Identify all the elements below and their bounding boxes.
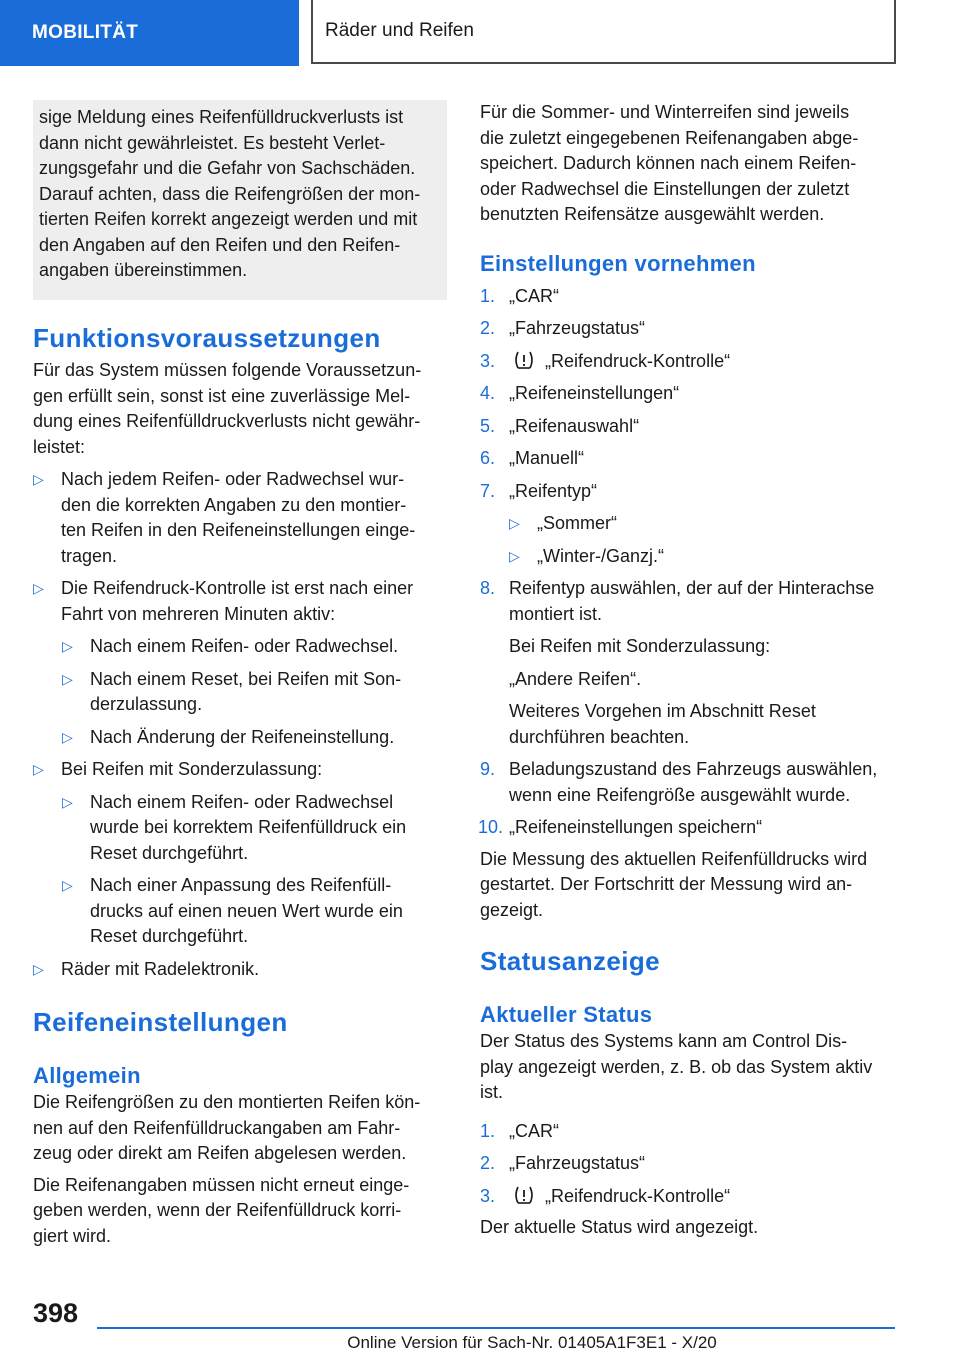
text-line: „Manuell“: [509, 448, 585, 468]
text-line: den die korrekten Angaben zu den montier-: [61, 494, 407, 515]
step-number: 7.: [480, 480, 496, 501]
text-line: Nach einer Anpassung des Reifenfüll-: [90, 875, 392, 895]
text-line: nen auf den Reifenfülldruckangaben am Fahr-: [33, 1117, 401, 1138]
step-number: 9.: [480, 759, 496, 779]
triangle-bullet-icon: ▷: [33, 761, 44, 777]
tire-pressure-warning-icon: [513, 1185, 535, 1205]
step-item: [480, 284, 896, 310]
text-line: gestartet. Der Fortschritt der Messung wird an-: [480, 874, 853, 894]
funktion-intro: [33, 358, 447, 460]
text-line: Reifentyp auswählen, der auf der Hinterachse: [509, 578, 875, 598]
text-line: drucks auf einen neuen Wert wurde ein: [90, 900, 403, 921]
text-line: „Winter-/Ganzj.“: [537, 545, 665, 566]
sub-list-item: [33, 790, 447, 867]
page-number: 398: [33, 1298, 79, 1328]
text-line: Nach einem Reifen- oder Radwechsel: [90, 791, 394, 812]
right-intro: [480, 100, 896, 228]
heading-allgemein: Allgemein: [33, 1063, 141, 1088]
text-line: leistet:: [33, 436, 86, 457]
warning-continuation-box: [33, 100, 447, 300]
heading-funktionsvoraussetzungen: Funktionsvoraussetzungen: [33, 323, 381, 353]
list-item: [33, 576, 447, 627]
warning-line: dann nicht gewährleistet. Es besteht Verlet-: [39, 132, 386, 153]
text-line: „Reifentyp“: [509, 480, 598, 501]
status-intro: [480, 1029, 896, 1106]
step-number: 1.: [480, 285, 496, 306]
step-item: [480, 349, 896, 375]
text-line: „Reifeneinstellungen“: [509, 383, 680, 403]
warning-line: den Angaben auf den Reifen und den Reifen-: [39, 234, 401, 255]
text-line: wurde bei korrektem Reifenfülldruck ein: [90, 817, 407, 837]
step-number: 10.: [478, 817, 504, 837]
text-line: play angezeigt werden, z. B. ob das System aktiv: [480, 1056, 873, 1077]
text-line: „Reifeneinstellungen speichern“: [509, 817, 763, 837]
triangle-bullet-icon: ▷: [62, 877, 73, 893]
right-column: [480, 100, 896, 1241]
footer-online-version: [0, 1333, 960, 1353]
step-number: 2.: [480, 318, 496, 338]
text-line: Beladungszustand des Fahrzeugs auswählen,: [509, 759, 878, 779]
text-line: zeug oder direkt am Reifen abgelesen werden.: [33, 1143, 407, 1163]
text-line: durchführen beachten.: [509, 726, 690, 747]
text-line: dung eines Reifenfülldruckverlusts nicht gewähr-: [33, 411, 421, 431]
sub-list-item: [480, 544, 896, 570]
tire-pressure-warning-icon: [513, 350, 535, 370]
text-line: Der Status des Systems kann am Control Dis-: [480, 1031, 848, 1051]
text-line: Nach einem Reifen- oder Radwechsel.: [90, 636, 399, 656]
text-line: Bei Reifen mit Sonderzulassung:: [509, 636, 771, 656]
warning-line: angaben übereinstimmen.: [39, 260, 248, 280]
status-step-item: [480, 1119, 896, 1145]
text-line: Der aktuelle Status wird angezeigt.: [480, 1217, 759, 1237]
text-line: Die Messung des aktuellen Reifenfülldrucks wird: [480, 848, 868, 869]
text-line: Reset durchgeführt.: [90, 926, 249, 946]
text-line: Die Reifenangaben müssen nicht erneut einge-: [33, 1174, 410, 1195]
warning-line: sige Meldung eines Reifenfülldruckverlusts ist: [39, 107, 404, 127]
step-item: [480, 815, 896, 841]
footer-online-label: Online Version für Sach-Nr. 01405A1F3E1 - X/20: [347, 1333, 717, 1352]
step-number: 6.: [480, 448, 496, 468]
step-item: [480, 576, 896, 750]
heading-einstellungen-vornehmen: Einstellungen vornehmen: [480, 250, 756, 276]
text-line: Nach Änderung der Reifeneinstellung.: [90, 726, 395, 747]
allgemein-paragraph-1: [33, 1090, 447, 1167]
text-line: Die Reifengrößen zu den montierten Reifen kön-: [33, 1092, 421, 1112]
text-line: Räder mit Radelektronik.: [61, 958, 260, 979]
heading-aktueller-status: Aktueller Status: [480, 1002, 653, 1027]
heading-reifeneinstellungen: Reifeneinstellungen: [33, 1007, 288, 1037]
triangle-bullet-icon: ▷: [33, 580, 44, 596]
text-line: Nach einem Reset, bei Reifen mit Son-: [90, 668, 402, 689]
text-line: Bei Reifen mit Sonderzulassung:: [61, 759, 323, 779]
text-line: montiert ist.: [509, 603, 603, 624]
text-line: die zuletzt eingegebenen Reifenangaben abge-: [480, 127, 859, 148]
step-number: 1.: [480, 1120, 496, 1141]
text-line: Weiteres Vorgehen im Abschnitt Reset: [509, 701, 816, 721]
step-number: 3.: [480, 350, 496, 371]
step-number: 8.: [480, 578, 496, 598]
step-label: „Reifendruck-Kontrolle“: [545, 350, 731, 371]
triangle-bullet-icon: ▷: [33, 471, 44, 487]
text-line: giert wird.: [33, 1225, 112, 1246]
step-item: [480, 479, 896, 505]
text-line: ten Reifen in den Reifeneinstellungen einge-: [61, 520, 416, 540]
warning-line: Darauf achten, dass die Reifengrößen der mon-: [39, 183, 421, 204]
triangle-bullet-icon: ▷: [62, 793, 73, 810]
text-line: [509, 1184, 896, 1210]
left-column: [33, 322, 447, 1249]
warning-line: tierten Reifen korrekt angezeigt werden und mit: [39, 209, 418, 229]
text-line: „CAR“: [509, 1120, 559, 1141]
list-item: [33, 757, 447, 783]
text-line: Für das System müssen folgende Voraussetzun-: [33, 360, 422, 380]
step-label: „Reifendruck-Kontrolle“: [545, 1185, 731, 1206]
sub-list-item: [480, 511, 896, 537]
text-line: oder Radwechsel die Einstellungen der zuletzt: [480, 178, 850, 199]
text-line: gen erfüllt sein, sonst ist eine zuverlässige Mel-: [33, 385, 411, 406]
footer-divider: [97, 1327, 895, 1329]
sub-list-item: [33, 725, 447, 751]
step-item: [480, 414, 896, 440]
text-line: „Reifenauswahl“: [509, 415, 640, 436]
list-item: [33, 467, 447, 569]
text-line: Nach jedem Reifen- oder Radwechsel wur-: [61, 469, 405, 489]
text-line: speichert. Dadurch können nach einem Reifen-: [480, 153, 857, 173]
text-line: derzulassung.: [90, 694, 203, 714]
text-line: „Sommer“: [537, 513, 617, 533]
sub-list-item: [33, 873, 447, 950]
text-line: benutzten Reifensätze ausgewählt werden.: [480, 204, 825, 224]
text-line: „CAR“: [509, 285, 559, 306]
header-section-label: MOBILITÄT: [32, 22, 139, 43]
text-line: Fahrt von mehreren Minuten aktiv:: [61, 603, 336, 624]
triangle-bullet-icon: ▷: [62, 638, 73, 654]
text-line: gezeigt.: [480, 899, 544, 920]
text-line: Für die Sommer- und Winterreifen sind jeweils: [480, 102, 850, 122]
text-line: „Andere Reifen“.: [509, 668, 642, 689]
list-item: [33, 957, 447, 983]
text-line: Die Reifendruck-Kontrolle ist erst nach einer: [61, 578, 414, 598]
step-item: [480, 316, 896, 342]
status-step-item: [480, 1184, 896, 1210]
warning-line: zungsgefahr und die Gefahr von Sachschäden.: [39, 158, 416, 178]
step-number: 5.: [480, 415, 496, 436]
text-line: wenn eine Reifengröße ausgewählt wurde.: [509, 784, 851, 805]
after-steps-paragraph: [480, 847, 896, 924]
triangle-bullet-icon: ▷: [33, 960, 44, 977]
step-number: 3.: [480, 1185, 496, 1206]
step-number: 4.: [480, 383, 496, 403]
text-line: Reset durchgeführt.: [90, 842, 249, 863]
status-step-item: [480, 1151, 896, 1177]
text-line: ist.: [480, 1082, 504, 1102]
header-chapter-box: [311, 0, 896, 64]
header-chapter-label: Räder und Reifen: [325, 20, 474, 41]
step-number: 2.: [480, 1153, 496, 1173]
status-after: [480, 1215, 896, 1241]
text-line: „Fahrzeugstatus“: [509, 1153, 646, 1173]
text-line: geben werden, wenn der Reifenfülldruck korri-: [33, 1200, 402, 1220]
triangle-bullet-icon: ▷: [62, 728, 73, 745]
header-section-tab: [0, 0, 299, 66]
text-line: tragen.: [61, 545, 118, 566]
triangle-bullet-icon: ▷: [509, 547, 520, 564]
heading-statusanzeige: Statusanzeige: [480, 946, 661, 976]
triangle-bullet-icon: ▷: [509, 515, 520, 531]
step-item: [480, 757, 896, 808]
step-item: [480, 381, 896, 407]
sub-list-item: [33, 667, 447, 718]
step-item: [480, 446, 896, 472]
text-line: „Fahrzeugstatus“: [509, 318, 646, 338]
triangle-bullet-icon: ▷: [62, 670, 73, 687]
sub-list-item: [33, 634, 447, 660]
allgemein-paragraph-2: [33, 1173, 447, 1250]
text-line: [509, 349, 896, 375]
